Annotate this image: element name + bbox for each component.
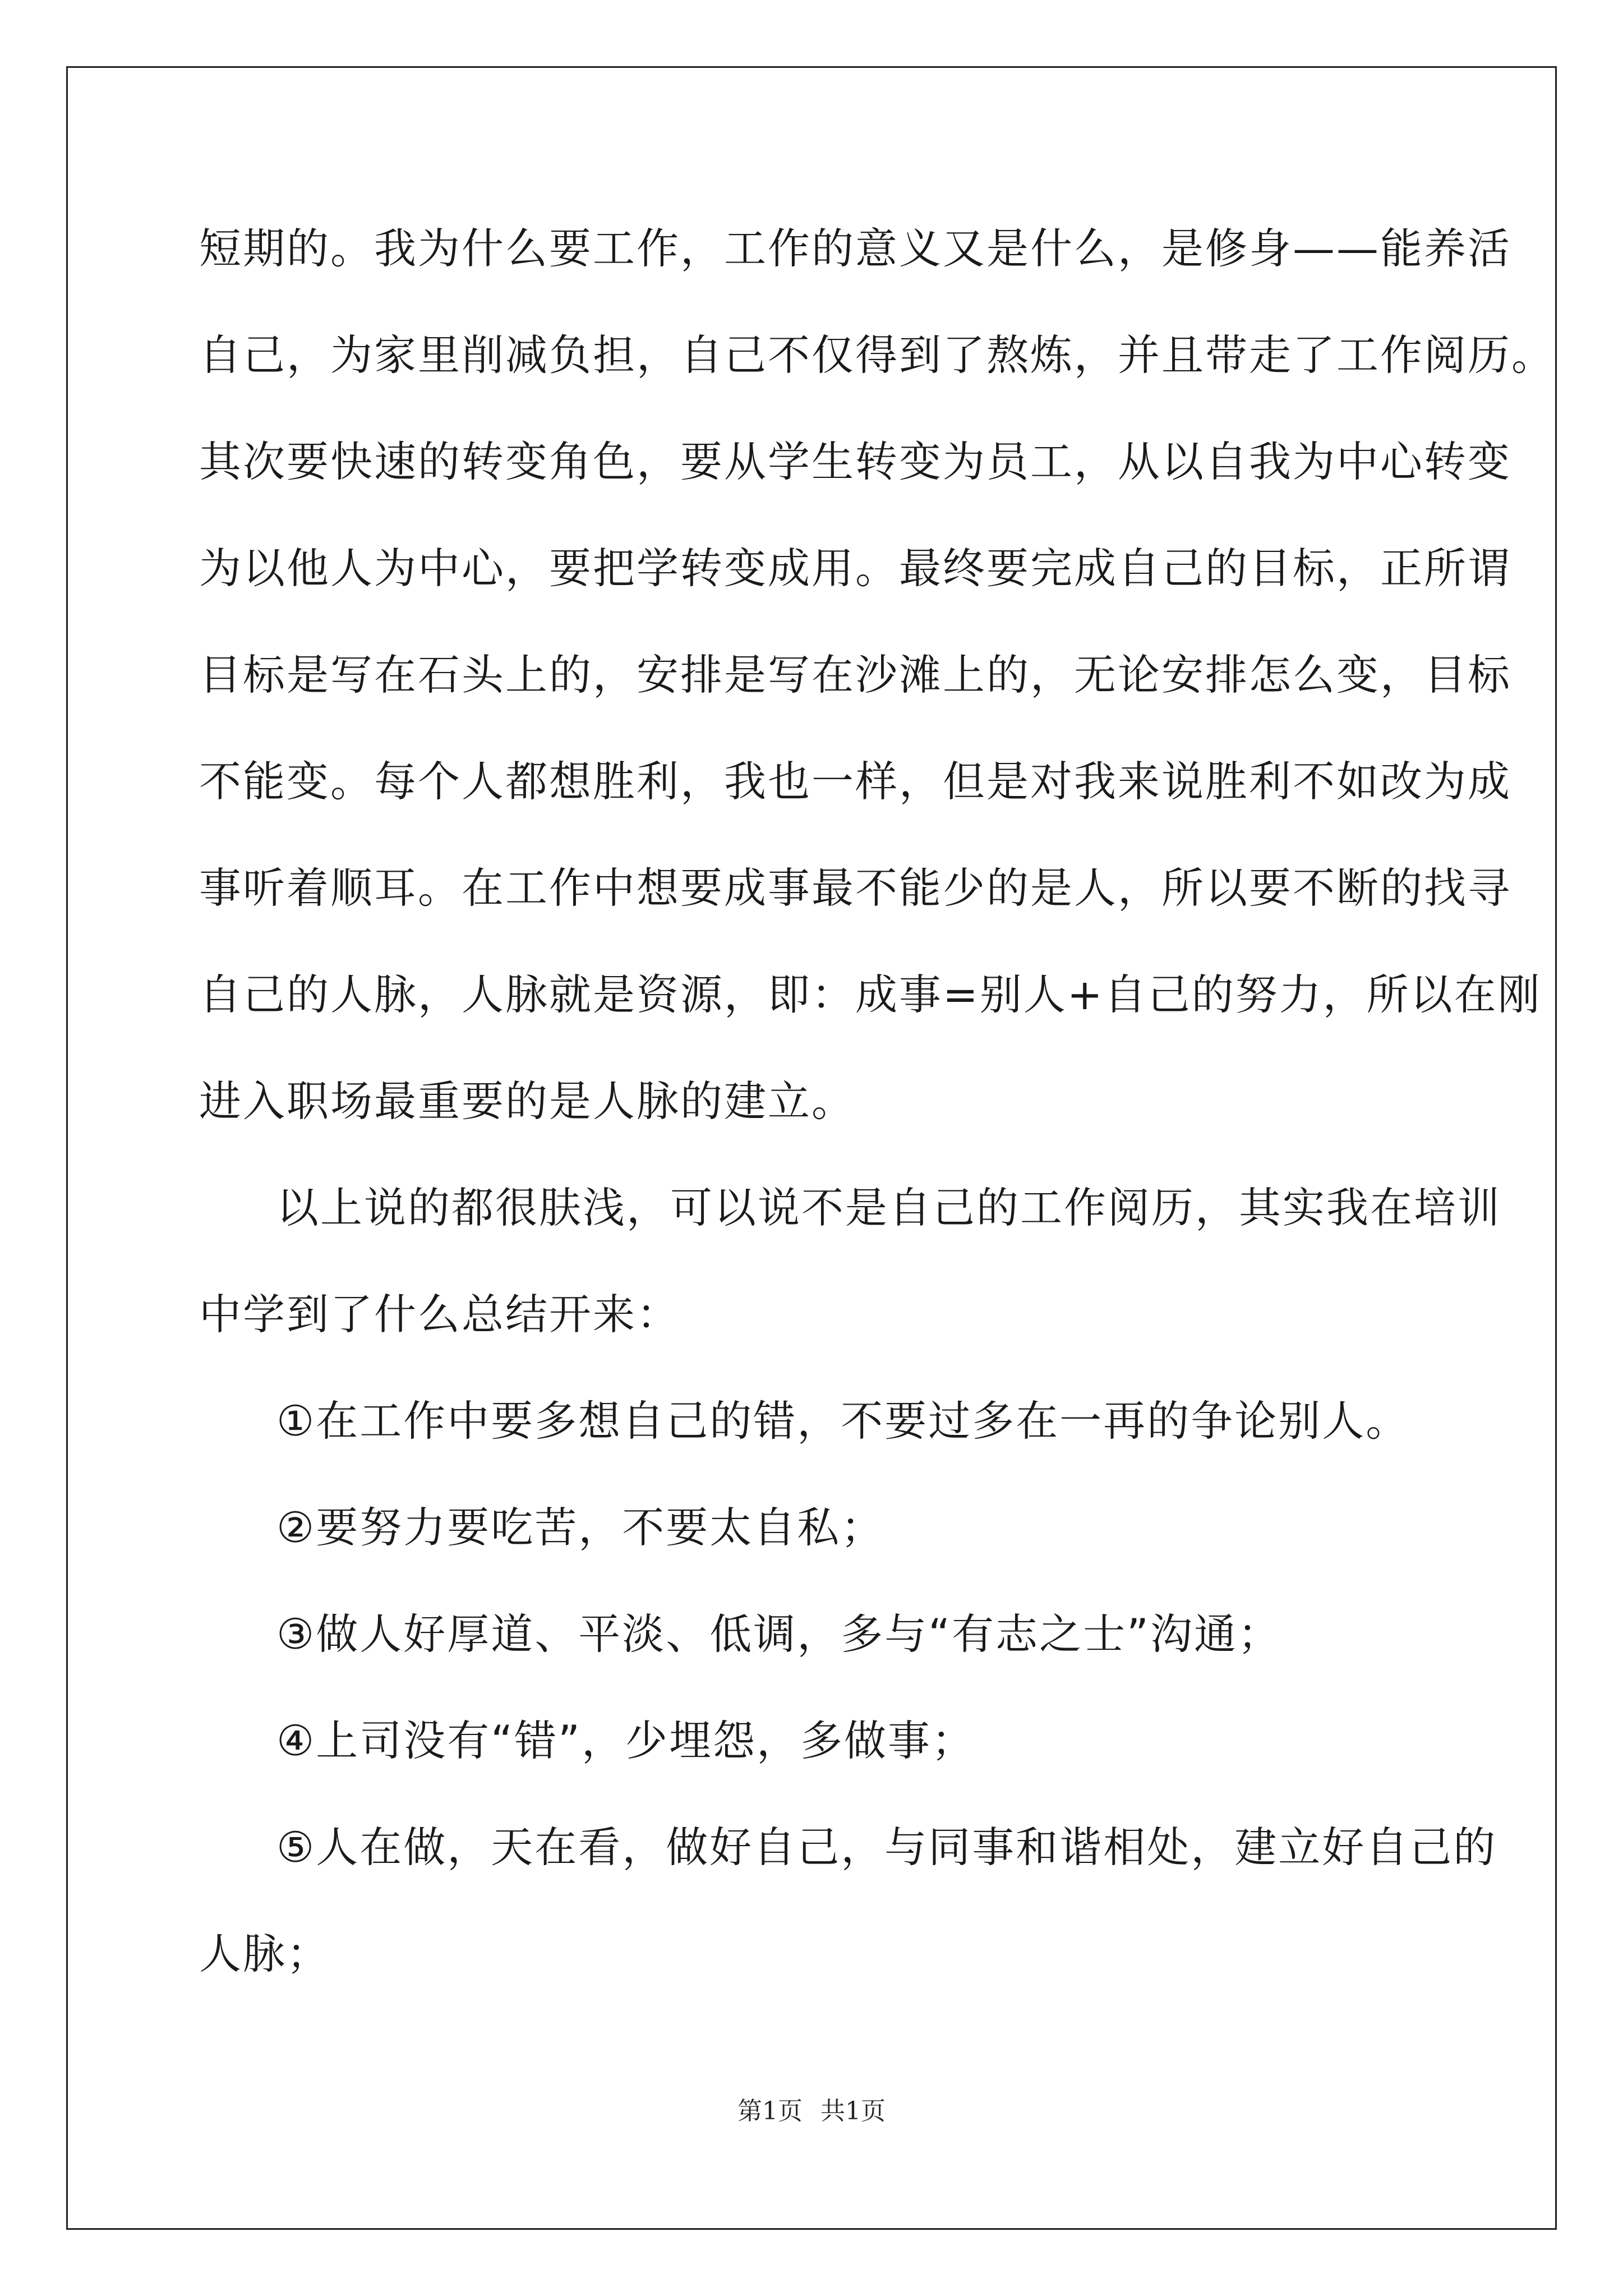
page-number-current: 第1页 bbox=[737, 2097, 803, 2125]
page-number-total: 共1页 bbox=[820, 2097, 886, 2125]
body-line: 人脉； bbox=[199, 1929, 331, 1978]
list-item: ①在工作中要多想自己的错，不要过多在一再的争论别人。 bbox=[276, 1396, 1410, 1446]
body-line: 短期的。我为什么要工作，工作的意义又是什么，是修身——能养活 bbox=[199, 224, 1512, 273]
body-line: 不能变。每个人都想胜利，我也一样，但是对我来说胜利不如改为成 bbox=[199, 757, 1512, 806]
list-item: ③做人好厚道、平淡、低调，多与“有志之士”沟通； bbox=[276, 1609, 1281, 1659]
list-item: ②要努力要吃苦，不要太自私； bbox=[276, 1503, 885, 1552]
body-line: 事听着顺耳。在工作中想要成事最不能少的是人，所以要不断的找寻 bbox=[199, 863, 1512, 913]
body-line: 为以他人为中心，要把学转变成用。最终要完成自己的目标，正所谓 bbox=[199, 544, 1512, 593]
body-line: 以上说的都很肤浅，可以说不是自己的工作阅历，其实我在培训 bbox=[276, 1183, 1502, 1232]
list-item: ④上司没有“错”，少埋怨，多做事； bbox=[276, 1716, 975, 1765]
list-item: ⑤人在做，天在看，做好自己，与同事和谐相处，建立好自己的 bbox=[276, 1823, 1497, 1872]
body-line: 其次要快速的转变角色，要从学生转变为员工，从以自我为中心转变 bbox=[199, 437, 1512, 486]
page-footer bbox=[0, 2096, 1623, 2127]
body-line: 进入职场最重要的是人脉的建立。 bbox=[199, 1076, 856, 1126]
body-line: 中学到了什么总结开来： bbox=[199, 1290, 681, 1339]
body-line: 目标是写在石头上的，安排是写在沙滩上的，无论安排怎么变，目标 bbox=[199, 650, 1512, 700]
page-border bbox=[66, 66, 1557, 2230]
body-line: 自己的人脉，人脉就是资源，即：成事=别人+自己的努力，所以在刚 bbox=[199, 970, 1542, 1019]
body-line: 自己，为家里削减负担，自己不仅得到了熬炼，并且带走了工作阅历。 bbox=[199, 330, 1556, 380]
